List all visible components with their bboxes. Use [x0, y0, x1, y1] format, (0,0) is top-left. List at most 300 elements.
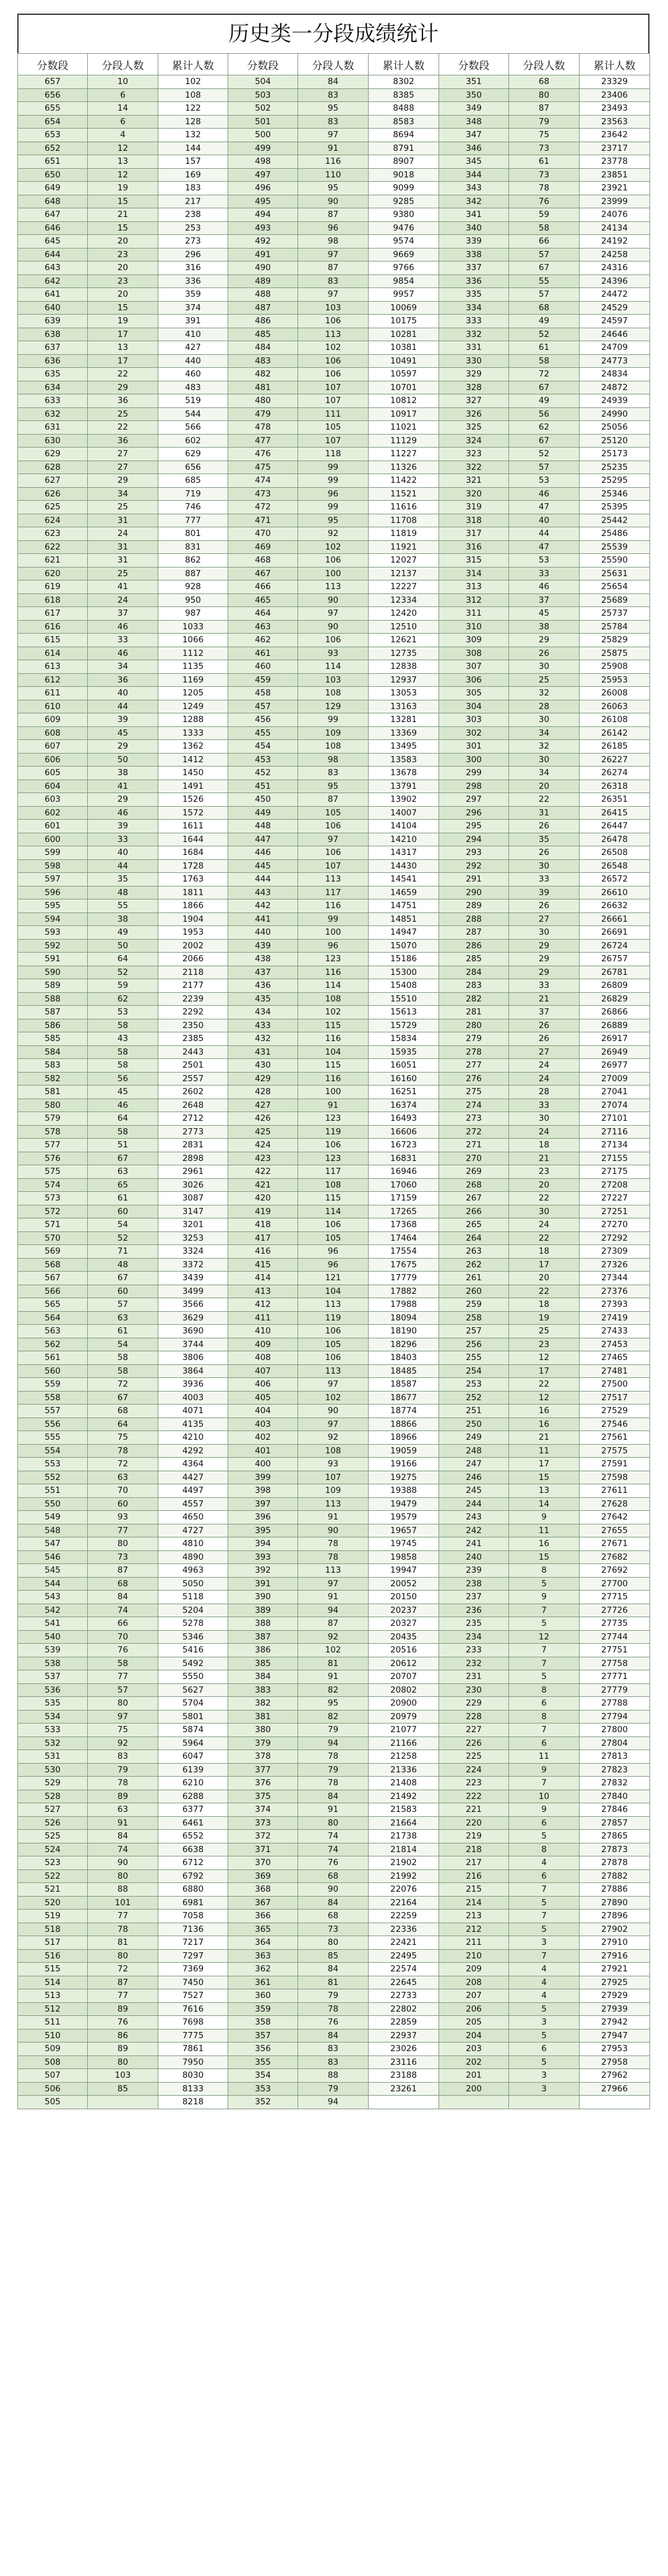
- score-cell: 634: [18, 381, 88, 394]
- score-cell: 626: [18, 487, 88, 501]
- score-cell: 550: [18, 1497, 88, 1511]
- cumulative-cell: 12621: [369, 634, 439, 647]
- cumulative-cell: 27886: [580, 1883, 650, 1897]
- cumulative-cell: 1728: [158, 859, 228, 873]
- count-cell: 12: [509, 1630, 580, 1644]
- score-cell: 234: [439, 1630, 509, 1644]
- count-cell: 78: [298, 1750, 369, 1764]
- cumulative-cell: 7058: [158, 1910, 228, 1923]
- count-cell: 102: [298, 1644, 369, 1657]
- cumulative-cell: 4650: [158, 1511, 228, 1524]
- score-cell: 562: [18, 1338, 88, 1351]
- score-cell: 320: [439, 487, 509, 501]
- count-cell: 105: [298, 806, 369, 820]
- score-cell: 493: [228, 221, 298, 235]
- score-cell: 334: [439, 301, 509, 315]
- score-cell: 508: [18, 2055, 88, 2069]
- cumulative-cell: 25875: [580, 647, 650, 660]
- count-cell: 49: [509, 315, 580, 328]
- cumulative-cell: 16606: [369, 1125, 439, 1139]
- cumulative-cell: 11227: [369, 448, 439, 461]
- count-cell: 6: [509, 1697, 580, 1711]
- count-cell: 24: [88, 527, 158, 541]
- cumulative-cell: 26661: [580, 912, 650, 926]
- table-row: [18, 208, 650, 222]
- score-cell: 611: [18, 687, 88, 700]
- score-cell: 533: [18, 1724, 88, 1737]
- count-cell: 83: [298, 2043, 369, 2056]
- header-score-2: 分数段: [228, 54, 298, 75]
- cumulative-cell: 26691: [580, 926, 650, 940]
- count-cell: 92: [298, 527, 369, 541]
- cumulative-cell: 24396: [580, 274, 650, 288]
- score-cell: 656: [18, 88, 88, 102]
- score-cell: 568: [18, 1258, 88, 1272]
- count-cell: 29: [88, 381, 158, 394]
- count-cell: 95: [298, 780, 369, 793]
- count-cell: 108: [298, 992, 369, 1006]
- score-cell: 431: [228, 1045, 298, 1059]
- score-cell: 599: [18, 846, 88, 860]
- table-row: [18, 1019, 650, 1032]
- cumulative-cell: 27227: [580, 1192, 650, 1205]
- cumulative-cell: 102: [158, 75, 228, 89]
- score-cell: 209: [439, 1963, 509, 1976]
- cumulative-cell: 21738: [369, 1830, 439, 1843]
- score-cell: 215: [439, 1883, 509, 1897]
- score-cell: 530: [18, 1763, 88, 1777]
- table-row: [18, 726, 650, 740]
- score-cell: 250: [439, 1418, 509, 1431]
- cumulative-cell: 27942: [580, 2016, 650, 2030]
- cumulative-cell: 25056: [580, 421, 650, 435]
- cumulative-cell: 23493: [580, 102, 650, 116]
- cumulative-cell: 20150: [369, 1591, 439, 1604]
- score-cell: 245: [439, 1484, 509, 1498]
- count-cell: 17: [509, 1458, 580, 1471]
- score-cell: 267: [439, 1192, 509, 1205]
- cumulative-cell: 887: [158, 567, 228, 580]
- count-cell: 20: [88, 261, 158, 275]
- cumulative-cell: 27292: [580, 1231, 650, 1245]
- count-cell: 19: [88, 315, 158, 328]
- cumulative-cell: [369, 2096, 439, 2109]
- cumulative-cell: 20516: [369, 1644, 439, 1657]
- score-cell: 646: [18, 221, 88, 235]
- count-cell: 4: [509, 1989, 580, 2003]
- cumulative-cell: 10175: [369, 315, 439, 328]
- count-cell: 57: [509, 288, 580, 302]
- cumulative-cell: 23851: [580, 168, 650, 182]
- cumulative-cell: 27517: [580, 1391, 650, 1405]
- cumulative-cell: 13791: [369, 780, 439, 793]
- count-cell: 41: [88, 780, 158, 793]
- score-cell: 647: [18, 208, 88, 222]
- score-cell: 620: [18, 567, 88, 580]
- score-cell: 294: [439, 833, 509, 846]
- cumulative-cell: 950: [158, 593, 228, 607]
- score-cell: 342: [439, 195, 509, 208]
- cumulative-cell: 17675: [369, 1258, 439, 1272]
- table-row: [18, 660, 650, 674]
- count-cell: 29: [509, 634, 580, 647]
- cumulative-cell: 24529: [580, 301, 650, 315]
- cumulative-cell: 1684: [158, 846, 228, 860]
- score-cell: 261: [439, 1272, 509, 1285]
- score-cell: 632: [18, 407, 88, 421]
- count-cell: 3: [509, 1936, 580, 1950]
- table-row: [18, 168, 650, 182]
- count-cell: 74: [88, 1604, 158, 1617]
- count-cell: 77: [88, 1524, 158, 1537]
- cumulative-cell: 656: [158, 461, 228, 474]
- cumulative-cell: 7136: [158, 1923, 228, 1936]
- count-cell: 5: [509, 1577, 580, 1591]
- score-cell: 277: [439, 1059, 509, 1073]
- score-cell: 429: [228, 1072, 298, 1086]
- count-cell: 106: [298, 1351, 369, 1365]
- count-cell: 30: [509, 753, 580, 767]
- table-row: [18, 1338, 650, 1351]
- count-cell: 33: [509, 567, 580, 580]
- table-row: [18, 1710, 650, 1724]
- count-cell: 83: [298, 767, 369, 780]
- cumulative-cell: 26809: [580, 979, 650, 993]
- table-row: [18, 1630, 650, 1644]
- score-cell: 200: [439, 2082, 509, 2096]
- count-cell: 108: [298, 1444, 369, 1458]
- score-cell: 256: [439, 1338, 509, 1351]
- score-cell: 415: [228, 1258, 298, 1272]
- count-cell: [88, 2096, 158, 2109]
- count-cell: 67: [88, 1272, 158, 1285]
- count-cell: 106: [298, 846, 369, 860]
- score-cell: 295: [439, 820, 509, 833]
- cumulative-cell: 6792: [158, 1869, 228, 1883]
- cumulative-cell: 26142: [580, 726, 650, 740]
- count-cell: 78: [298, 1777, 369, 1790]
- count-cell: 95: [298, 514, 369, 527]
- count-cell: 54: [88, 1218, 158, 1232]
- cumulative-cell: 1866: [158, 899, 228, 913]
- count-cell: 46: [509, 487, 580, 501]
- score-cell: 502: [228, 102, 298, 116]
- score-cell: 238: [439, 1577, 509, 1591]
- count-cell: 7: [509, 1724, 580, 1737]
- score-cell: 336: [439, 274, 509, 288]
- table-body: [18, 75, 650, 2109]
- cumulative-cell: 8030: [158, 2069, 228, 2083]
- header-cumulative-1: 累计人数: [158, 54, 228, 75]
- table-row: [18, 899, 650, 913]
- table-row: [18, 554, 650, 567]
- cumulative-cell: 336: [158, 274, 228, 288]
- cumulative-cell: 14541: [369, 873, 439, 886]
- cumulative-cell: 27465: [580, 1351, 650, 1365]
- count-cell: 3: [509, 2082, 580, 2096]
- table-row: [18, 1165, 650, 1179]
- score-cell: 531: [18, 1750, 88, 1764]
- count-cell: 80: [88, 2055, 158, 2069]
- cumulative-cell: 20612: [369, 1657, 439, 1670]
- table-row: [18, 1644, 650, 1657]
- count-cell: 97: [88, 1710, 158, 1724]
- count-cell: 74: [298, 1830, 369, 1843]
- header-score-1: 分数段: [18, 54, 88, 75]
- count-cell: 81: [298, 1657, 369, 1670]
- score-cell: 446: [228, 846, 298, 860]
- count-cell: 55: [88, 899, 158, 913]
- score-cell: 260: [439, 1285, 509, 1298]
- score-cell: 628: [18, 461, 88, 474]
- score-cell: 305: [439, 687, 509, 700]
- cumulative-cell: 26889: [580, 1019, 650, 1032]
- cumulative-cell: 12735: [369, 647, 439, 660]
- cumulative-cell: 7775: [158, 2029, 228, 2043]
- score-cell: 314: [439, 567, 509, 580]
- score-cell: 244: [439, 1497, 509, 1511]
- count-cell: 47: [509, 540, 580, 554]
- score-cell: 574: [18, 1178, 88, 1192]
- score-cell: 603: [18, 793, 88, 807]
- cumulative-cell: 7369: [158, 1963, 228, 1976]
- count-cell: 89: [88, 2043, 158, 2056]
- score-cell: 641: [18, 288, 88, 302]
- count-cell: 37: [509, 1006, 580, 1019]
- score-cell: 348: [439, 115, 509, 129]
- score-cell: 582: [18, 1072, 88, 1086]
- score-cell: 450: [228, 793, 298, 807]
- count-cell: 26: [509, 1019, 580, 1032]
- count-cell: 30: [509, 926, 580, 940]
- score-cell: 503: [228, 88, 298, 102]
- score-cell: 425: [228, 1125, 298, 1139]
- table-row: [18, 341, 650, 355]
- score-cell: 506: [18, 2082, 88, 2096]
- cumulative-cell: 519: [158, 394, 228, 408]
- cumulative-cell: 11616: [369, 501, 439, 514]
- score-cell: 252: [439, 1391, 509, 1405]
- count-cell: 91: [298, 1591, 369, 1604]
- score-cell: 542: [18, 1604, 88, 1617]
- count-cell: 34: [509, 726, 580, 740]
- cumulative-cell: 440: [158, 354, 228, 368]
- cumulative-cell: 27878: [580, 1856, 650, 1870]
- score-cell: 452: [228, 767, 298, 780]
- count-cell: 9: [509, 1511, 580, 1524]
- cumulative-cell: 19579: [369, 1511, 439, 1524]
- table-row: [18, 448, 650, 461]
- count-cell: 80: [298, 1816, 369, 1830]
- cumulative-cell: 3499: [158, 1285, 228, 1298]
- score-cell: 625: [18, 501, 88, 514]
- score-cell: 413: [228, 1285, 298, 1298]
- score-cell: 513: [18, 1989, 88, 2003]
- score-cell: 433: [228, 1019, 298, 1032]
- cumulative-cell: 16051: [369, 1059, 439, 1073]
- cumulative-cell: 23188: [369, 2069, 439, 2083]
- cumulative-cell: 14751: [369, 899, 439, 913]
- score-cell: 357: [228, 2029, 298, 2043]
- cumulative-cell: 27344: [580, 1272, 650, 1285]
- count-cell: 91: [298, 142, 369, 155]
- score-cell: 249: [439, 1431, 509, 1445]
- count-cell: 58: [88, 1364, 158, 1378]
- count-cell: 107: [298, 859, 369, 873]
- score-cell: 653: [18, 129, 88, 142]
- count-cell: 115: [298, 1059, 369, 1073]
- count-cell: 44: [88, 700, 158, 713]
- score-cell: 501: [228, 115, 298, 129]
- score-cell: 521: [18, 1883, 88, 1897]
- score-cell: 567: [18, 1272, 88, 1285]
- table-row: [18, 1444, 650, 1458]
- count-cell: 97: [298, 607, 369, 621]
- table-row: [18, 1750, 650, 1764]
- count-cell: [509, 2096, 580, 2109]
- score-cell: 284: [439, 966, 509, 979]
- count-cell: 27: [88, 448, 158, 461]
- cumulative-cell: 169: [158, 168, 228, 182]
- cumulative-cell: 13281: [369, 713, 439, 727]
- cumulative-cell: 10701: [369, 381, 439, 394]
- score-cell: 391: [228, 1577, 298, 1591]
- table-row: [18, 953, 650, 966]
- count-cell: 115: [298, 1019, 369, 1032]
- table-row: [18, 1869, 650, 1883]
- table-row: [18, 1617, 650, 1631]
- count-cell: 14: [88, 102, 158, 116]
- score-cell: 360: [228, 1989, 298, 2003]
- count-cell: 36: [88, 673, 158, 687]
- score-cell: 395: [228, 1524, 298, 1537]
- count-cell: 97: [298, 1418, 369, 1431]
- cumulative-cell: 22259: [369, 1910, 439, 1923]
- score-cell: 650: [18, 168, 88, 182]
- cumulative-cell: 21408: [369, 1777, 439, 1790]
- score-cell: 595: [18, 899, 88, 913]
- table-row: [18, 1604, 650, 1617]
- score-cell: 439: [228, 939, 298, 953]
- score-cell: 211: [439, 1936, 509, 1950]
- cumulative-cell: 3629: [158, 1311, 228, 1325]
- score-cell: 333: [439, 315, 509, 328]
- score-cell: 556: [18, 1418, 88, 1431]
- score-cell: 204: [439, 2029, 509, 2043]
- score-cell: 361: [228, 1976, 298, 1989]
- count-cell: 10: [88, 75, 158, 89]
- count-cell: 68: [88, 1405, 158, 1418]
- cumulative-cell: 1572: [158, 806, 228, 820]
- cumulative-cell: 217: [158, 195, 228, 208]
- count-cell: 68: [509, 75, 580, 89]
- cumulative-cell: 27962: [580, 2069, 650, 2083]
- score-cell: 486: [228, 315, 298, 328]
- table-row: [18, 647, 650, 660]
- count-cell: 5: [509, 2029, 580, 2043]
- score-cell: 483: [228, 354, 298, 368]
- cumulative-cell: 20327: [369, 1617, 439, 1631]
- count-cell: 39: [88, 713, 158, 727]
- cumulative-cell: 27896: [580, 1910, 650, 1923]
- score-cell: 583: [18, 1059, 88, 1073]
- table-row: [18, 1231, 650, 1245]
- score-cell: 387: [228, 1630, 298, 1644]
- cumulative-cell: 27953: [580, 2043, 650, 2056]
- table-row: [18, 1125, 650, 1139]
- table-row: [18, 301, 650, 315]
- score-cell: 365: [228, 1923, 298, 1936]
- cumulative-cell: 27671: [580, 1537, 650, 1551]
- score-cell: 432: [228, 1032, 298, 1046]
- table-row: [18, 820, 650, 833]
- cumulative-cell: 24597: [580, 315, 650, 328]
- count-cell: 90: [298, 1883, 369, 1897]
- cumulative-cell: 928: [158, 580, 228, 594]
- score-cell: 478: [228, 421, 298, 435]
- cumulative-cell: 1811: [158, 886, 228, 899]
- score-cell: 412: [228, 1298, 298, 1312]
- score-cell: 394: [228, 1537, 298, 1551]
- count-cell: 16: [509, 1418, 580, 1431]
- cumulative-cell: 1904: [158, 912, 228, 926]
- cumulative-cell: 316: [158, 261, 228, 275]
- score-cell: 327: [439, 394, 509, 408]
- score-cell: 292: [439, 859, 509, 873]
- table-row: [18, 1896, 650, 1910]
- score-cell: 322: [439, 461, 509, 474]
- count-cell: 20: [509, 780, 580, 793]
- cumulative-cell: 27598: [580, 1471, 650, 1484]
- score-cell: 402: [228, 1431, 298, 1445]
- count-cell: 50: [88, 753, 158, 767]
- count-cell: 3: [509, 2016, 580, 2030]
- count-cell: 77: [88, 1910, 158, 1923]
- cumulative-cell: 3147: [158, 1205, 228, 1218]
- score-cell: 373: [228, 1816, 298, 1830]
- score-cell: 352: [228, 2096, 298, 2109]
- score-cell: 262: [439, 1258, 509, 1272]
- score-cell: 468: [228, 554, 298, 567]
- score-cell: 559: [18, 1378, 88, 1392]
- cumulative-cell: 10597: [369, 368, 439, 381]
- table-row: [18, 1298, 650, 1312]
- cumulative-cell: 27813: [580, 1750, 650, 1764]
- table-row: [18, 315, 650, 328]
- score-cell: 374: [228, 1803, 298, 1817]
- cumulative-cell: 4810: [158, 1537, 228, 1551]
- cumulative-cell: 8791: [369, 142, 439, 155]
- score-cell: 311: [439, 607, 509, 621]
- cumulative-cell: 7698: [158, 2016, 228, 2030]
- cumulative-cell: 410: [158, 328, 228, 341]
- count-cell: 47: [509, 501, 580, 514]
- count-cell: 106: [298, 1139, 369, 1152]
- score-cell: 307: [439, 660, 509, 674]
- count-cell: 7: [509, 1644, 580, 1657]
- count-cell: 40: [88, 846, 158, 860]
- cumulative-cell: 14659: [369, 886, 439, 899]
- count-cell: 113: [298, 1497, 369, 1511]
- cumulative-cell: 3690: [158, 1325, 228, 1338]
- cumulative-cell: 23116: [369, 2055, 439, 2069]
- count-cell: 27: [509, 1045, 580, 1059]
- table-row: [18, 1311, 650, 1325]
- score-cell: 377: [228, 1763, 298, 1777]
- count-cell: 64: [88, 1112, 158, 1126]
- count-cell: 56: [88, 1072, 158, 1086]
- score-cell: 263: [439, 1245, 509, 1259]
